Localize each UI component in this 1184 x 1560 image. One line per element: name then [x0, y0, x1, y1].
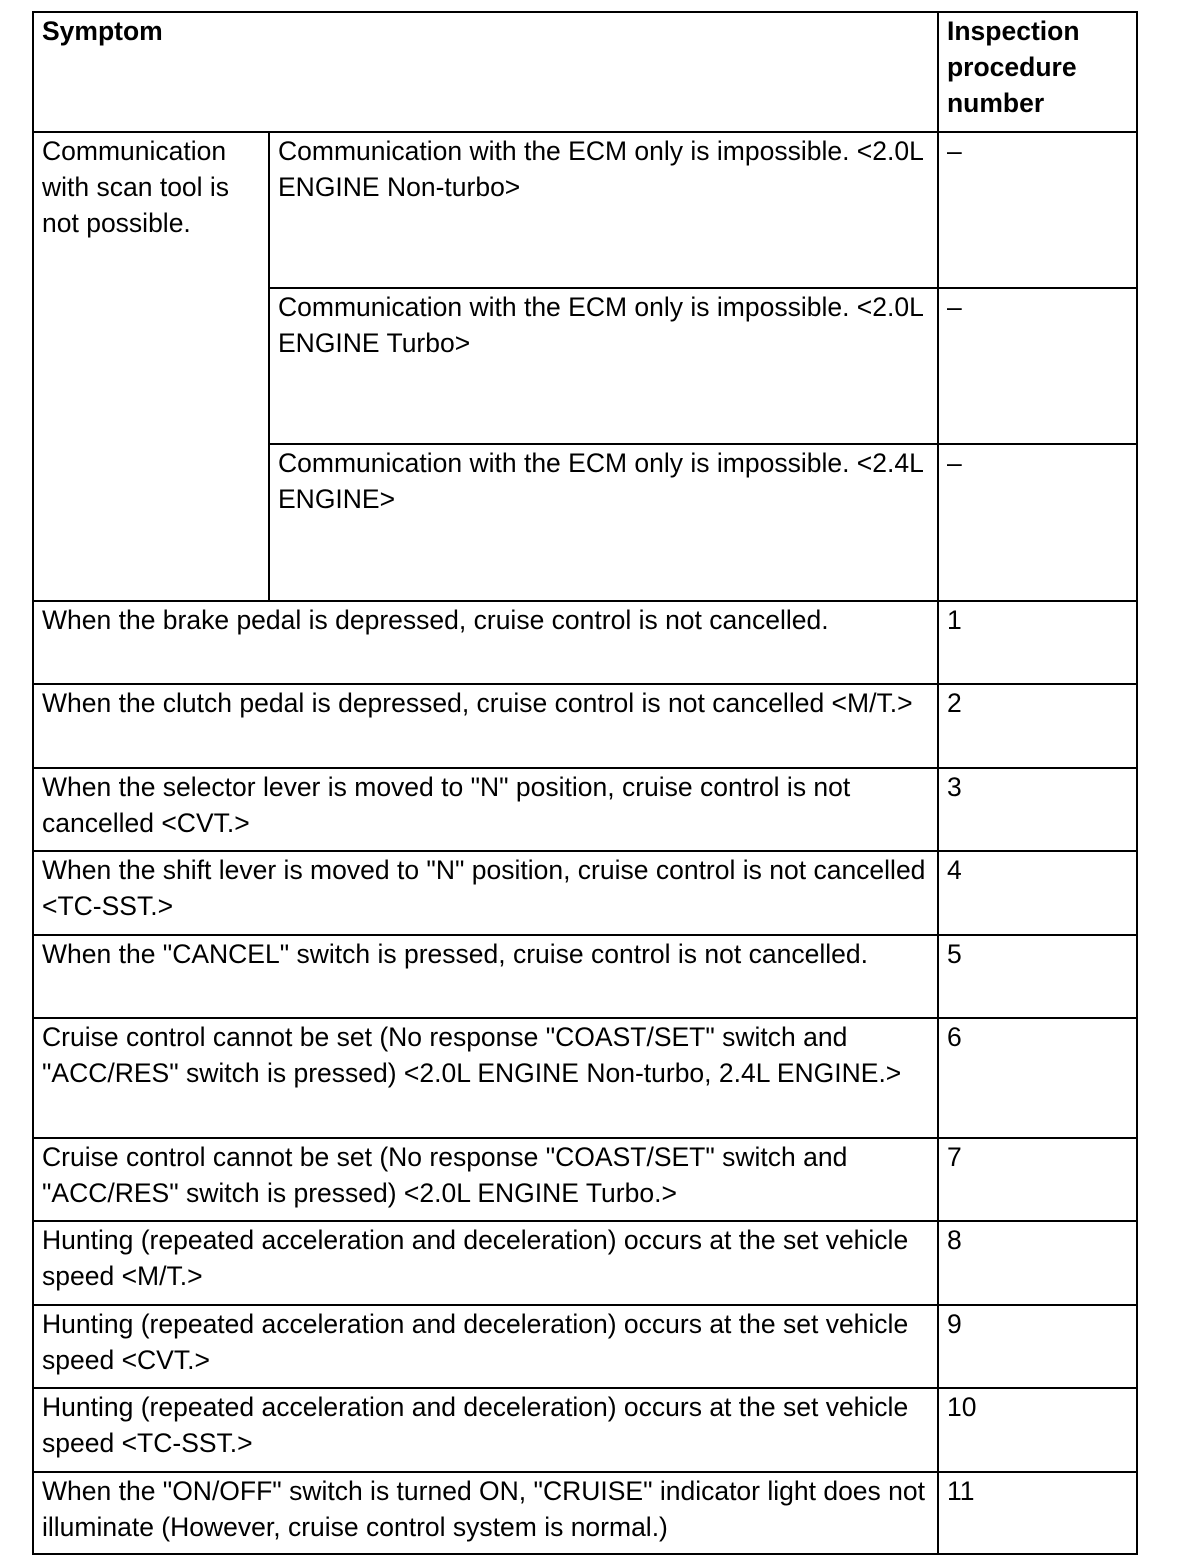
table-row — [33, 851, 1137, 935]
table-row — [33, 601, 1137, 684]
procedure-cell: 10 — [938, 1388, 1137, 1472]
table-row — [33, 768, 1137, 851]
symptom-cell: Communication with the ECM only is impossible. <2.4L ENGINE> — [269, 444, 938, 601]
procedure-cell: 5 — [938, 935, 1137, 1018]
table-row — [33, 1018, 1137, 1138]
procedure-cell: 3 — [938, 768, 1137, 851]
communication-group-label: Communication with scan tool is not possible. — [33, 132, 269, 601]
table-row — [33, 1305, 1137, 1388]
symptom-cell: Hunting (repeated acceleration and deceleration) occurs at the set vehicle speed <CVT.> — [33, 1305, 938, 1388]
procedure-cell: – — [938, 132, 1137, 288]
table-row — [33, 684, 1137, 768]
symptom-table — [32, 11, 1138, 1555]
table-row — [33, 1472, 1137, 1554]
procedure-cell: 1 — [938, 601, 1137, 684]
symptom-cell: Hunting (repeated acceleration and deceleration) occurs at the set vehicle speed <M/T.> — [33, 1221, 938, 1305]
symptom-cell: When the brake pedal is depressed, cruise control is not cancelled. — [33, 601, 938, 684]
procedure-cell: 8 — [938, 1221, 1137, 1305]
procedure-cell: 11 — [938, 1472, 1137, 1554]
procedure-cell: 2 — [938, 684, 1137, 768]
table-row — [33, 132, 1137, 288]
table-row — [33, 935, 1137, 1018]
symptom-cell: When the shift lever is moved to "N" position, cruise control is not cancelled <TC-SST.> — [33, 851, 938, 935]
symptom-cell: When the "CANCEL" switch is pressed, cruise control is not cancelled. — [33, 935, 938, 1018]
symptom-cell: When the selector lever is moved to "N" position, cruise control is not cancelled <CVT.> — [33, 768, 938, 851]
header-symptom: Symptom — [33, 12, 938, 132]
symptom-cell: When the "ON/OFF" switch is turned ON, "CRUISE" indicator light does not illuminate (However, cruise control system is normal.) — [33, 1472, 938, 1554]
symptom-cell: Communication with the ECM only is impossible. <2.0L ENGINE Turbo> — [269, 288, 938, 444]
symptom-cell: Hunting (repeated acceleration and deceleration) occurs at the set vehicle speed <TC-SST.> — [33, 1388, 938, 1472]
table-row — [33, 1221, 1137, 1305]
procedure-cell: 9 — [938, 1305, 1137, 1388]
symptom-cell: Cruise control cannot be set (No response "COAST/SET" switch and "ACC/RES" switch is pressed) <2.0L ENGINE Turbo.> — [33, 1138, 938, 1221]
table-row — [33, 1138, 1137, 1221]
table-row — [33, 1388, 1137, 1472]
symptom-cell: Communication with the ECM only is impossible. <2.0L ENGINE Non-turbo> — [269, 132, 938, 288]
header-procedure: Inspection procedure number — [938, 12, 1137, 132]
procedure-cell: 6 — [938, 1018, 1137, 1138]
procedure-cell: 7 — [938, 1138, 1137, 1221]
procedure-cell: – — [938, 288, 1137, 444]
symptom-cell: When the clutch pedal is depressed, cruise control is not cancelled <M/T.> — [33, 684, 938, 768]
procedure-cell: 4 — [938, 851, 1137, 935]
header-row — [33, 12, 1137, 132]
symptom-cell: Cruise control cannot be set (No response "COAST/SET" switch and "ACC/RES" switch is pressed) <2.0L ENGINE Non-turbo, 2.4L ENGINE.> — [33, 1018, 938, 1138]
procedure-cell: – — [938, 444, 1137, 601]
